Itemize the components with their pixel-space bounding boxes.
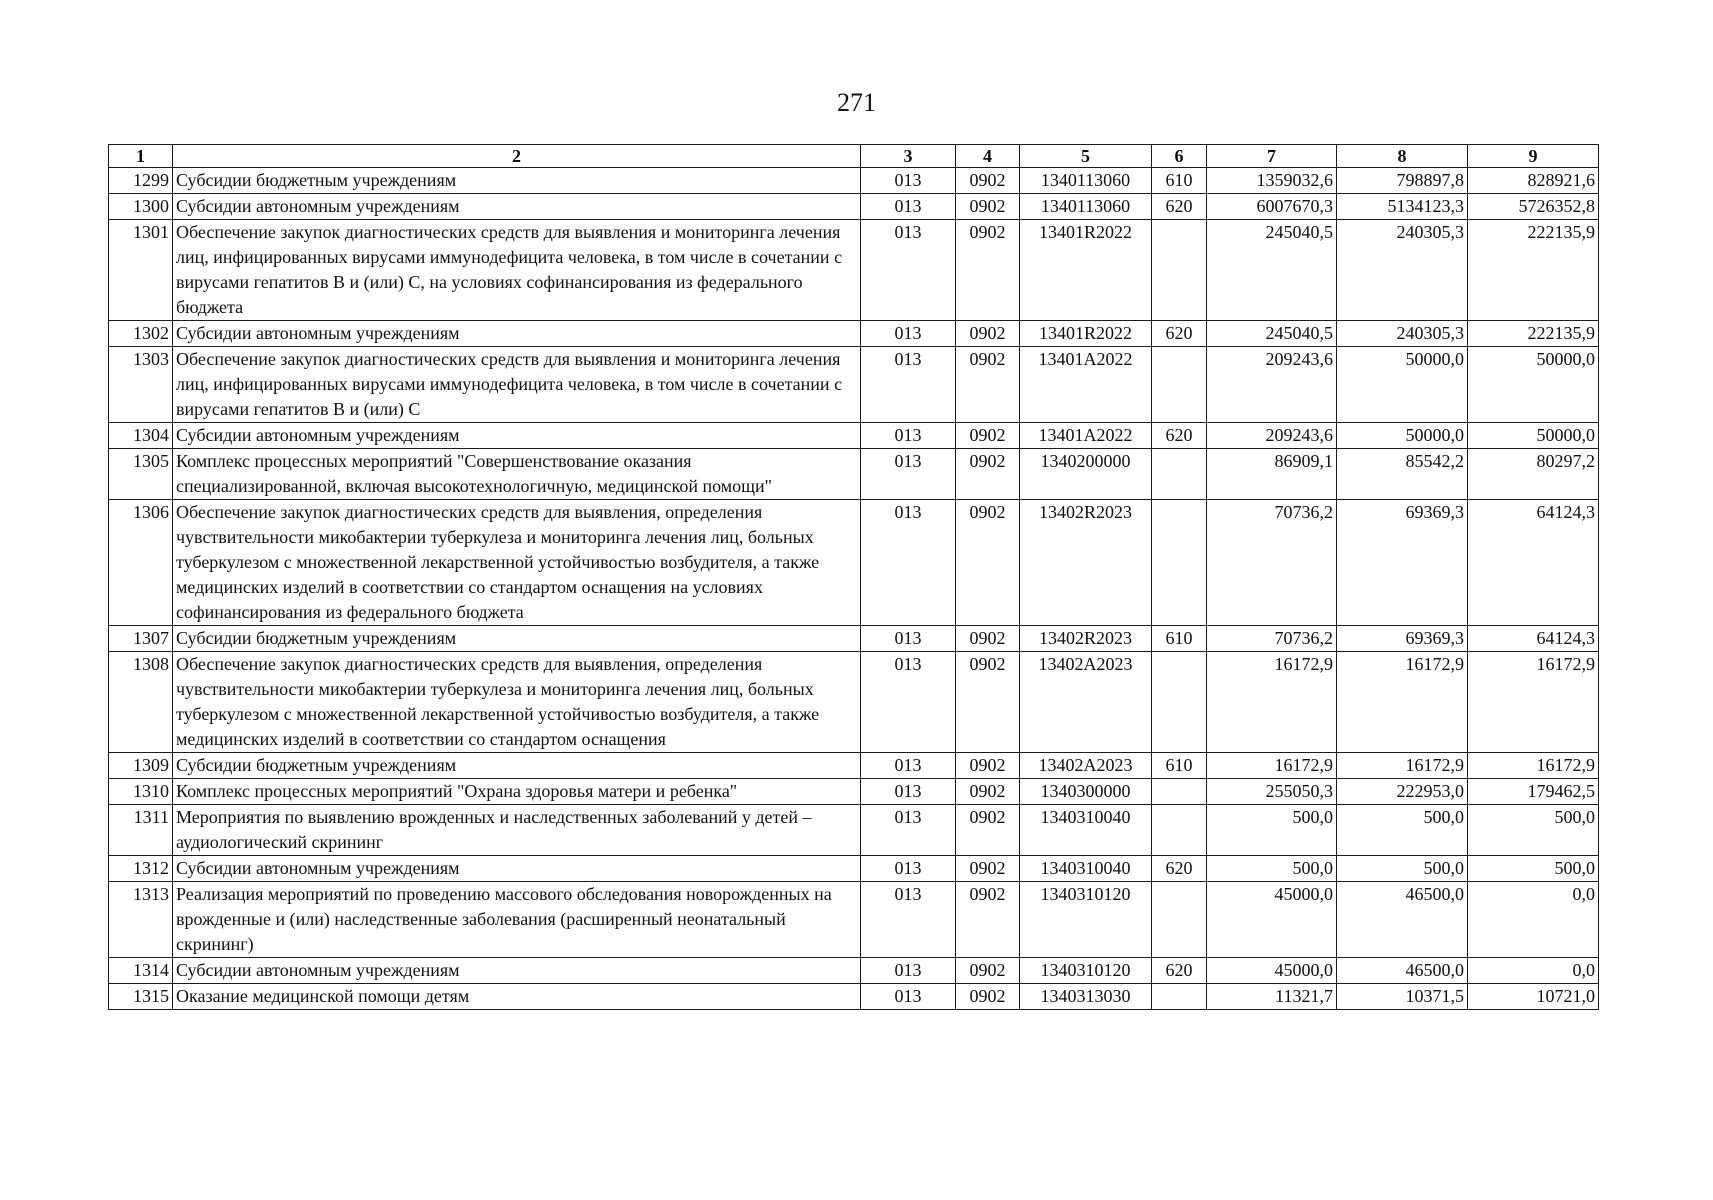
section-code-cell: 0902: [956, 882, 1020, 958]
amount-col7-cell: 6007670,3: [1207, 194, 1337, 220]
table-body: [109, 168, 1599, 1010]
amount-col9-cell: 500,0: [1468, 856, 1599, 882]
target-article-cell: 1340310040: [1020, 805, 1152, 856]
table-row: [109, 856, 1599, 882]
row-number-cell: 1307: [109, 626, 173, 652]
ministry-code-cell: 013: [861, 856, 956, 882]
section-code-cell: 0902: [956, 168, 1020, 194]
amount-col7-cell: 245040,5: [1207, 220, 1337, 321]
amount-col8-cell: 222953,0: [1337, 779, 1468, 805]
row-number-cell: 1309: [109, 753, 173, 779]
expense-type-cell: 620: [1152, 423, 1207, 449]
table-row: [109, 779, 1599, 805]
amount-col8-cell: 240305,3: [1337, 220, 1468, 321]
item-name-cell: Реализация мероприятий по проведению массового обследования новорожденных на врожденные и (или) наследственные заболевания (расширенный неонатальный скрининг): [173, 882, 861, 958]
amount-col7-cell: 245040,5: [1207, 321, 1337, 347]
ministry-code-cell: 013: [861, 500, 956, 626]
amount-col8-cell: 16172,9: [1337, 753, 1468, 779]
expense-type-cell: 620: [1152, 856, 1207, 882]
row-number-cell: 1304: [109, 423, 173, 449]
amount-col9-cell: 222135,9: [1468, 220, 1599, 321]
amount-col9-cell: 0,0: [1468, 882, 1599, 958]
item-name-cell: Субсидии автономным учреждениям: [173, 321, 861, 347]
item-name-cell: Субсидии автономным учреждениям: [173, 423, 861, 449]
row-number-cell: 1306: [109, 500, 173, 626]
ministry-code-cell: 013: [861, 194, 956, 220]
ministry-code-cell: 013: [861, 321, 956, 347]
row-number-cell: 1305: [109, 449, 173, 500]
amount-col8-cell: 10371,5: [1337, 984, 1468, 1010]
target-article-cell: 1340113060: [1020, 168, 1152, 194]
column-header: 6: [1152, 145, 1207, 168]
amount-col9-cell: 179462,5: [1468, 779, 1599, 805]
column-header: 7: [1207, 145, 1337, 168]
amount-col9-cell: 64124,3: [1468, 626, 1599, 652]
table-row: [109, 652, 1599, 753]
amount-col7-cell: 16172,9: [1207, 652, 1337, 753]
target-article-cell: 1340310120: [1020, 882, 1152, 958]
item-name-cell: Субсидии автономным учреждениям: [173, 856, 861, 882]
row-number-cell: 1299: [109, 168, 173, 194]
amount-col9-cell: 16172,9: [1468, 652, 1599, 753]
expense-type-cell: [1152, 779, 1207, 805]
target-article-cell: 13402R2023: [1020, 500, 1152, 626]
expense-type-cell: [1152, 882, 1207, 958]
amount-col7-cell: 500,0: [1207, 805, 1337, 856]
table-row: [109, 423, 1599, 449]
expense-type-cell: [1152, 652, 1207, 753]
target-article-cell: 1340300000: [1020, 779, 1152, 805]
section-code-cell: 0902: [956, 805, 1020, 856]
column-header: 2: [173, 145, 861, 168]
section-code-cell: 0902: [956, 652, 1020, 753]
amount-col9-cell: 50000,0: [1468, 347, 1599, 423]
section-code-cell: 0902: [956, 449, 1020, 500]
column-header: 5: [1020, 145, 1152, 168]
ministry-code-cell: 013: [861, 779, 956, 805]
section-code-cell: 0902: [956, 423, 1020, 449]
header-row: [109, 145, 1599, 168]
amount-col7-cell: 11321,7: [1207, 984, 1337, 1010]
amount-col7-cell: 500,0: [1207, 856, 1337, 882]
expense-type-cell: [1152, 500, 1207, 626]
row-number-cell: 1314: [109, 958, 173, 984]
amount-col8-cell: 50000,0: [1337, 423, 1468, 449]
ministry-code-cell: 013: [861, 984, 956, 1010]
amount-col9-cell: 80297,2: [1468, 449, 1599, 500]
section-code-cell: 0902: [956, 500, 1020, 626]
item-name-cell: Комплекс процессных мероприятий "Совершенствование оказания специализированной, включая высокотехнологичную, медицинской помощи": [173, 449, 861, 500]
column-header: 8: [1337, 145, 1468, 168]
section-code-cell: 0902: [956, 753, 1020, 779]
target-article-cell: 1340310040: [1020, 856, 1152, 882]
expense-type-cell: 610: [1152, 753, 1207, 779]
row-number-cell: 1301: [109, 220, 173, 321]
amount-col8-cell: 85542,2: [1337, 449, 1468, 500]
target-article-cell: 1340313030: [1020, 984, 1152, 1010]
target-article-cell: 13402А2023: [1020, 652, 1152, 753]
target-article-cell: 13401R2022: [1020, 321, 1152, 347]
row-number-cell: 1300: [109, 194, 173, 220]
section-code-cell: 0902: [956, 220, 1020, 321]
amount-col7-cell: 45000,0: [1207, 882, 1337, 958]
expense-type-cell: 620: [1152, 194, 1207, 220]
ministry-code-cell: 013: [861, 882, 956, 958]
expense-type-cell: [1152, 347, 1207, 423]
page-number: 271: [837, 88, 876, 117]
amount-col9-cell: 64124,3: [1468, 500, 1599, 626]
amount-col8-cell: 50000,0: [1337, 347, 1468, 423]
section-code-cell: 0902: [956, 321, 1020, 347]
target-article-cell: 1340200000: [1020, 449, 1152, 500]
item-name-cell: Субсидии автономным учреждениям: [173, 194, 861, 220]
ministry-code-cell: 013: [861, 220, 956, 321]
target-article-cell: 1340113060: [1020, 194, 1152, 220]
expense-type-cell: 620: [1152, 958, 1207, 984]
target-article-cell: 13402R2023: [1020, 626, 1152, 652]
table-row: [109, 347, 1599, 423]
row-number-cell: 1313: [109, 882, 173, 958]
ministry-code-cell: 013: [861, 449, 956, 500]
expense-type-cell: [1152, 220, 1207, 321]
table-row: [109, 882, 1599, 958]
table-row: [109, 168, 1599, 194]
amount-col8-cell: 240305,3: [1337, 321, 1468, 347]
section-code-cell: 0902: [956, 194, 1020, 220]
expense-type-cell: [1152, 449, 1207, 500]
amount-col7-cell: 209243,6: [1207, 423, 1337, 449]
amount-col8-cell: 500,0: [1337, 805, 1468, 856]
table-row: [109, 321, 1599, 347]
table-row: [109, 753, 1599, 779]
amount-col9-cell: 500,0: [1468, 805, 1599, 856]
ministry-code-cell: 013: [861, 168, 956, 194]
amount-col9-cell: 5726352,8: [1468, 194, 1599, 220]
amount-col8-cell: 69369,3: [1337, 626, 1468, 652]
table-row: [109, 449, 1599, 500]
amount-col7-cell: 70736,2: [1207, 626, 1337, 652]
item-name-cell: Обеспечение закупок диагностических средств для выявления, определения чувствительности микобактерии туберкулеза и мониторинга лечения лиц, больных туберкулезом с множественной лекарственной устойчивостью возбудителя, а также медицинских изделий в соответствии со стандартом оснащения: [173, 652, 861, 753]
item-name-cell: Субсидии автономным учреждениям: [173, 958, 861, 984]
amount-col7-cell: 209243,6: [1207, 347, 1337, 423]
item-name-cell: Субсидии бюджетным учреждениям: [173, 626, 861, 652]
target-article-cell: 1340310120: [1020, 958, 1152, 984]
table-row: [109, 984, 1599, 1010]
amount-col9-cell: 222135,9: [1468, 321, 1599, 347]
section-code-cell: 0902: [956, 779, 1020, 805]
table-row: [109, 958, 1599, 984]
table-row: [109, 194, 1599, 220]
row-number-cell: 1308: [109, 652, 173, 753]
column-header: 3: [861, 145, 956, 168]
amount-col7-cell: 1359032,6: [1207, 168, 1337, 194]
ministry-code-cell: 013: [861, 958, 956, 984]
amount-col8-cell: 500,0: [1337, 856, 1468, 882]
amount-col9-cell: 828921,6: [1468, 168, 1599, 194]
row-number-cell: 1315: [109, 984, 173, 1010]
row-number-cell: 1303: [109, 347, 173, 423]
amount-col8-cell: 69369,3: [1337, 500, 1468, 626]
ministry-code-cell: 013: [861, 347, 956, 423]
target-article-cell: 13401R2022: [1020, 220, 1152, 321]
section-code-cell: 0902: [956, 856, 1020, 882]
section-code-cell: 0902: [956, 626, 1020, 652]
ministry-code-cell: 013: [861, 805, 956, 856]
item-name-cell: Субсидии бюджетным учреждениям: [173, 168, 861, 194]
amount-col7-cell: 255050,3: [1207, 779, 1337, 805]
target-article-cell: 13402А2023: [1020, 753, 1152, 779]
ministry-code-cell: 013: [861, 626, 956, 652]
amount-col9-cell: 10721,0: [1468, 984, 1599, 1010]
amount-col8-cell: 46500,0: [1337, 882, 1468, 958]
item-name-cell: Оказание медицинской помощи детям: [173, 984, 861, 1010]
ministry-code-cell: 013: [861, 423, 956, 449]
target-article-cell: 13401А2022: [1020, 347, 1152, 423]
amount-col7-cell: 45000,0: [1207, 958, 1337, 984]
item-name-cell: Обеспечение закупок диагностических средств для выявления и мониторинга лечения лиц, инфицированных вирусами иммунодефицита человека, в том числе в сочетании с вирусами гепатитов В и (или) С, на условиях софинансирования из федерального бюджета: [173, 220, 861, 321]
ministry-code-cell: 013: [861, 753, 956, 779]
amount-col7-cell: 86909,1: [1207, 449, 1337, 500]
amount-col8-cell: 5134123,3: [1337, 194, 1468, 220]
amount-col7-cell: 70736,2: [1207, 500, 1337, 626]
row-number-cell: 1311: [109, 805, 173, 856]
section-code-cell: 0902: [956, 984, 1020, 1010]
column-header: 4: [956, 145, 1020, 168]
amount-col9-cell: 0,0: [1468, 958, 1599, 984]
section-code-cell: 0902: [956, 958, 1020, 984]
row-number-cell: 1310: [109, 779, 173, 805]
table-row: [109, 220, 1599, 321]
expense-type-cell: [1152, 984, 1207, 1010]
amount-col9-cell: 50000,0: [1468, 423, 1599, 449]
table-row: [109, 626, 1599, 652]
amount-col9-cell: 16172,9: [1468, 753, 1599, 779]
target-article-cell: 13401А2022: [1020, 423, 1152, 449]
expense-type-cell: [1152, 805, 1207, 856]
expense-type-cell: 610: [1152, 626, 1207, 652]
column-header: 1: [109, 145, 173, 168]
table-row: [109, 500, 1599, 626]
item-name-cell: Мероприятия по выявлению врожденных и наследственных заболеваний у детей – аудиологический скрининг: [173, 805, 861, 856]
amount-col8-cell: 46500,0: [1337, 958, 1468, 984]
ministry-code-cell: 013: [861, 652, 956, 753]
expense-type-cell: 610: [1152, 168, 1207, 194]
row-number-cell: 1302: [109, 321, 173, 347]
expense-type-cell: 620: [1152, 321, 1207, 347]
amount-col8-cell: 16172,9: [1337, 652, 1468, 753]
section-code-cell: 0902: [956, 347, 1020, 423]
item-name-cell: Обеспечение закупок диагностических средств для выявления и мониторинга лечения лиц, инфицированных вирусами иммунодефицита человека, в том числе в сочетании с вирусами гепатитов В и (или) С: [173, 347, 861, 423]
item-name-cell: Обеспечение закупок диагностических средств для выявления, определения чувствительности микобактерии туберкулеза и мониторинга лечения лиц, больных туберкулезом с множественной лекарственной устойчивостью возбудителя, а также медицинских изделий в соответствии со стандартом оснащения на условиях софинансирования из федерального бюджета: [173, 500, 861, 626]
budget-table: [108, 144, 1599, 1010]
column-header: 9: [1468, 145, 1599, 168]
item-name-cell: Субсидии бюджетным учреждениям: [173, 753, 861, 779]
amount-col8-cell: 798897,8: [1337, 168, 1468, 194]
item-name-cell: Комплекс процессных мероприятий "Охрана здоровья матери и ребенка": [173, 779, 861, 805]
row-number-cell: 1312: [109, 856, 173, 882]
amount-col7-cell: 16172,9: [1207, 753, 1337, 779]
table-row: [109, 805, 1599, 856]
